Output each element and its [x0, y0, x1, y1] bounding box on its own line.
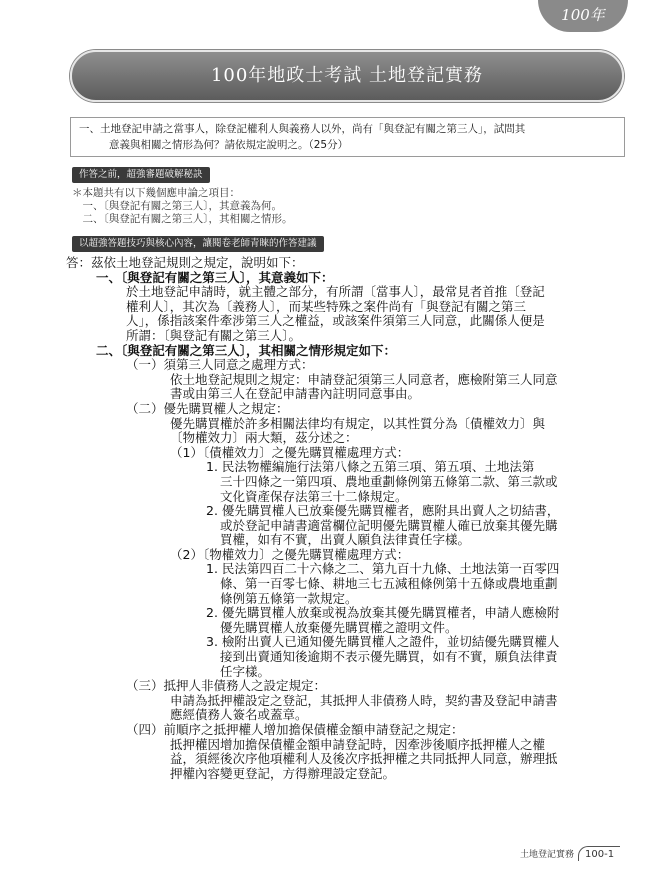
answer-line: 益，須經後次序他項權利人及後次序抵押權之共同抵押人同意，辦理抵 [170, 752, 558, 767]
answer-line: 任字樣。 [220, 664, 271, 679]
tips-list-item: ＊本題共有以下幾個應申論之項目： [72, 187, 240, 199]
answer-line: （一）須第三人同意之處理方式： [126, 358, 314, 373]
answer-line: 一、〔與登記有關之第三人〕，其意義如下： [96, 270, 334, 285]
answer-line: 所謂：〔與登記有關之第三人〕。 [126, 328, 302, 343]
answer-line: 2. 優先購買權人放棄或視為放棄其優先購買權者，申請人應檢附 [206, 606, 560, 621]
question-box [70, 117, 625, 157]
tips-label: 作答之前，超強審題破解秘訣 [72, 167, 210, 183]
answer-line: 申請為抵押權設定之登記，其抵押人非債務人時，契約書及登記申請書 [170, 693, 558, 708]
answer-line: 文化資產保存法第三十二條規定。 [220, 489, 408, 504]
answer-line: 買權，如有不實，出賣人願負法律責任字樣。 [220, 533, 471, 548]
question-line-2: 意義與相關之情形為何？請依規定說明之。（25分） [109, 139, 349, 151]
answer-line: （四）前順序之抵押權人增加擔保債權金額申請登記之規定： [126, 723, 464, 737]
tips-list [72, 187, 293, 226]
answer-line: 條例第五條第一款規定。 [220, 591, 358, 606]
footer-section-name: 土地登記實務 [520, 850, 575, 860]
answer-line: 1. 民法第四百二十六條之二、第九百十九條、土地法第一百零四 [206, 562, 560, 577]
answer-line: （1）〔債權效力〕之優先購買權處理方式： [170, 445, 410, 460]
answer-line: （三）抵押人非債務人之設定規定： [126, 679, 327, 694]
answer-line: 優先購買權於許多相關法律均有規定，以其性質分為〔債權效力〕與 [170, 416, 546, 431]
answer-line: 權利人〕，其次為〔義務人〕，而某些特殊之案件尚有「與登記有關之第三 [126, 299, 527, 314]
answer-line: 應經債務人簽名或蓋章。 [170, 708, 308, 723]
answer-line: 2. 優先購買權人已放棄優先購買權者，應附具出賣人之切結書， [206, 504, 560, 519]
advice-label: 以超強答題技巧與核心內容，讓閱卷老師青睞的作答建議 [72, 236, 324, 252]
answer-line: 抵押權因增加擔保債權金額申請登記時，因牽涉後順序抵押權人之權 [170, 737, 546, 752]
answer-line: （二）優先購買權人之規定： [126, 401, 289, 416]
answer-line: 依土地登記規則之規定：申請登記須第三人同意者，應檢附第三人同意 [170, 372, 558, 387]
answer-line: 〔物權效力〕兩大類，茲分述之： [170, 431, 358, 446]
answer-line: 人」，係指該案件牽涉第三人之權益，或該案件須第三人同意，此關係人便是 [126, 314, 545, 329]
page-number: 100-1 [578, 846, 620, 861]
answer-line: 或於登記申請書適當欄位記明優先購買權人確已放棄其優先購 [220, 518, 558, 533]
answer-line: 優先購買權人放棄優先購買權之證明文件。 [220, 620, 458, 635]
answer-body [66, 256, 632, 781]
question-line-1: 一、土地登記申請之當事人，除登記權利人與義務人以外，尚有「與登記有關之第三人」，試問其 [79, 123, 526, 135]
answer-line: （2）〔物權效力〕之優先購買權處理方式： [170, 547, 410, 562]
answer-line: 3. 檢附出賣人已通知優先購買權人之證件，並切結優先購買權人 [206, 635, 560, 650]
page-footer [520, 846, 620, 861]
year-tab: 100年 [538, 0, 628, 32]
answer-line: 二、〔與登記有關之第三人〕，其相關之情形規定如下： [96, 343, 397, 358]
answer-line: 押權內容變更登記，方得辦理設定登記。 [170, 766, 396, 781]
answer-line: 於土地登記申請時，就主體之部分，有所謂〔當事人〕，最常見者首推〔登記 [126, 285, 545, 300]
page-title: 100年地政士考試 土地登記實務 [70, 50, 624, 102]
answer-line: 接到出賣通知後逾期不表示優先購買，如有不實，願負法律責 [220, 650, 558, 665]
answer-line: 答：茲依土地登記規則之規定，說明如下： [66, 256, 304, 270]
answer-line: 條、第一百零七條、耕地三七五減租條例第十五條或農地重劃 [220, 577, 558, 592]
answer-line: 1. 民法物權編施行法第八條之五第三項、第五項、土地法第 [206, 460, 535, 475]
answer-line: 書或由第三人在登記申請書內註明同意事由。 [170, 387, 421, 402]
tips-list-item: 二、〔與登記有關之第三人〕，其相關之情形。 [72, 213, 293, 225]
answer-line: 三十四條之一第四項、農地重劃條例第五條第二款、第三款或 [220, 474, 558, 489]
tips-list-item: 一、〔與登記有關之第三人〕，其意義為何。 [72, 200, 282, 212]
